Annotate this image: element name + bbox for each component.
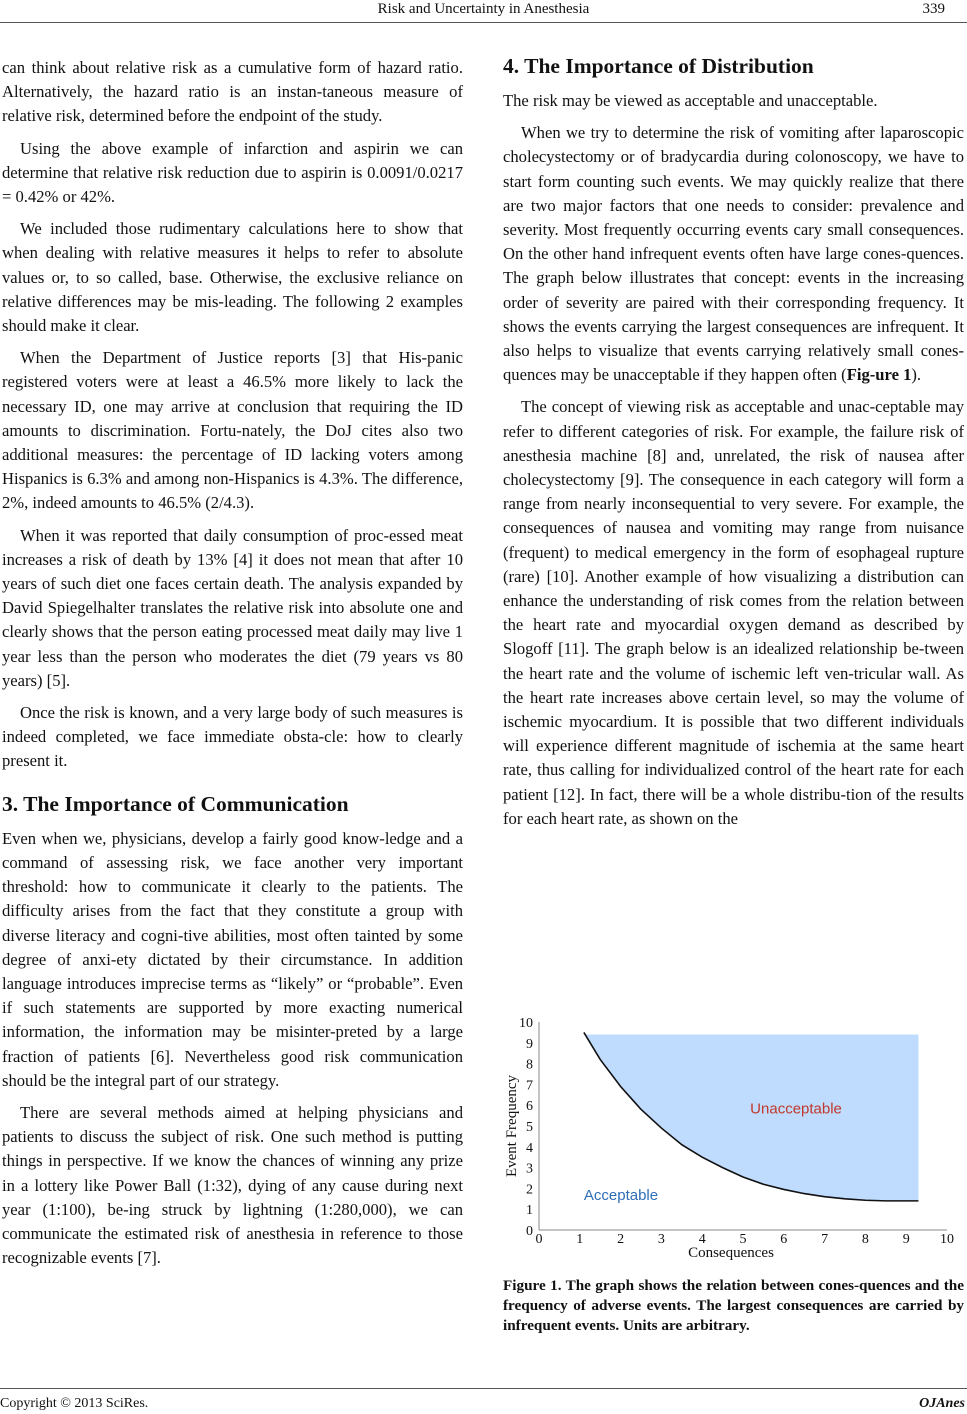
y-tick-label: 7 — [526, 1078, 533, 1094]
page-footer — [0, 1388, 967, 1414]
section-heading: 3. The Importance of Communication — [2, 791, 349, 816]
right-column — [503, 56, 964, 839]
y-tick-label: 4 — [526, 1140, 533, 1156]
y-tick-label: 0 — [526, 1224, 533, 1239]
header-rule — [0, 22, 967, 23]
acceptable-label: Acceptable — [583, 1186, 659, 1204]
paragraph: When the Department of Justice reports [3] that His-panic registered voters were at least a 46.5% more likely to lack the necessary ID, one may arrive at conclusion that requiring the ID amounts to discrimination. Fortu-nately, the DoJ cites also two additional measures: the percentage of ID lacking voters among Hispanics is 6.3% and among non-Hispanics is 4.3%. The difference, 2%, indeed amounts to 46.5% (2/4.3). — [2, 348, 463, 513]
x-tick-label: 10 — [940, 1232, 954, 1247]
y-tick-label: 2 — [526, 1182, 533, 1198]
paragraph: Once the risk is known, and a very large body of such measures is indeed completed, we face immediate obsta-cle: how to clearly present it. — [2, 703, 463, 771]
paragraph-text: When we try to determine the risk of vomiting after laparoscopic cholecystectomy or of bradycardia during colonoscopy, we have to start form counting such events. We may quickly realize that there are two major factors that one needs to consider: prevalence and severity. Most frequently occurring events cary small consequences. On the other hand infrequent events often have large cones-quences. The graph below illustrates that concept: events in the increasing order of severity are paired with their corresponding frequency. It shows the events carrying the largest consequences are infrequent. It also helps to visualize that events carrying relatively small cones-quences may be unacceptable if they happen often ( — [503, 123, 964, 385]
section-heading: 4. The Importance of Distribution — [503, 54, 814, 78]
copyright: Copyright © 2013 SciRes. — [0, 1396, 149, 1411]
journal-name: OJAnes — [919, 1396, 965, 1411]
y-axis-label: Event Frequency — [504, 1074, 520, 1178]
x-tick-label: 3 — [657, 1232, 665, 1247]
figure-1 — [503, 1018, 965, 1264]
x-tick-label: 2 — [617, 1232, 625, 1247]
y-tick-label: 6 — [526, 1099, 533, 1115]
paragraph: When it was reported that daily consumption of proc-essed meat increases a risk of death by 13% [4] it does not mean that after 10 years of such diet one faces certain death. The analysis expanded by David Spiegelhalter translates the relative risk into absolute one and clearly shows that the person eating processed meat daily may live 1 year less than the person who moderates the diet (79 years vs 80 years) [5]. — [2, 525, 463, 690]
x-tick-label: 6 — [780, 1232, 788, 1247]
paragraph: Using the above example of infarction and aspirin we can determine that relative risk reduction due to aspirin is 0.0091/0.0217 = 0.42% or 42%. — [2, 138, 463, 207]
y-tick-label: 3 — [526, 1161, 533, 1177]
y-tick-label: 8 — [526, 1057, 533, 1073]
paragraph: The risk may be viewed as acceptable and unacceptable. — [503, 91, 878, 110]
footer-rule — [0, 1388, 967, 1389]
x-tick-label: 9 — [902, 1232, 910, 1247]
x-axis-label: Consequences — [688, 1245, 774, 1261]
paragraph: can think about relative risk as a cumulative form of hazard ratio. Alternatively, the hazard ratio is an instan-taneous measure of relative risk, determined before the endpoint of the study. — [2, 58, 463, 126]
figure-reference[interactable]: Fig-ure 1 — [846, 365, 912, 385]
running-title: Risk and Uncertainty in Anesthesia — [377, 1, 590, 17]
page-header — [0, 0, 967, 24]
figure-caption: Figure 1. The graph shows the relation between cones-quences and the frequency of adverse events. The largest consequences are carried by infrequent events. Units are arbitrary. — [503, 1277, 964, 1334]
left-column — [2, 56, 463, 1278]
x-tick-label: 4 — [698, 1232, 706, 1247]
paragraph: The concept of viewing risk as acceptable and unac-ceptable may refer to different categories of risk. For example, the failure risk of anesthesia machine [8] and, unrelated, the risk of nausea after cholecystectomy [9]. The consequence in each category will form a range from nearly inconsequential to very severe. For example, the consequences of nausea and vomiting may range from nuisance (frequent) to medical emergency in the form of esophageal rupture (rare) [10]. Another example of how visualizing a distribution can enhance the understanding of risk comes from the relation between the heart rate and myocardial oxygen demand as described by Slogoff [11]. The graph below is an idealized relationship be-tween the heart rate and the volume of ischemic left ven-tricular wall. As the heart rate increases above certain level, so may the volume of ischemic myocardium. It is possible that two different individuals will experience different magnitude of ischemia at the same heart rate, thus calling for individualized control of the heart rate for each patient [12]. In fact, there will be a whole distribu-tion of the results for each heart rate, as shown on the — [503, 397, 964, 828]
unacceptable-label: Unacceptable — [750, 1100, 842, 1118]
paragraph: Even when we, physicians, develop a fairly good know-ledge and a command of assessing risk, we face another very important threshold: how to communicate it clearly to the patients. The difficulty arises from the fact that they constitute a group with diverse literacy and cogni-tive abilities, most often tainted by some degree of anxi-ety dictated by their circumstance. In addition language introduces imprecise terms as “likely” or “probable”. Even if such statements are supported by more exacting numerical information, the information may be misinter-preted by a large fraction of patients [6]. Nevertheless good risk communication should be the integral part of our strategy. — [2, 828, 463, 1090]
x-tick-label: 5 — [739, 1232, 747, 1247]
consequence-frequency-chart — [503, 1018, 965, 1264]
y-tick-label: 1 — [526, 1203, 533, 1219]
y-tick-label: 9 — [526, 1036, 533, 1052]
x-tick-label: 8 — [861, 1232, 869, 1247]
y-tick-label: 5 — [526, 1120, 533, 1135]
y-tick-label: 10 — [519, 1018, 533, 1031]
x-tick-label: 1 — [576, 1232, 584, 1247]
paragraph — [503, 121, 964, 387]
x-tick-label: 0 — [535, 1232, 543, 1247]
paragraph: There are several methods aimed at helping physicians and patients to discuss the subject of risk. One such method is putting things in perspective. If we know the chances of winning any prize in a lottery like Power Ball (1:32), dying of any cause during next year (1:100), be-ing struck by lightning (1:280,000), we can communicate the estimated risk of anesthesia in reference to those recognizable events [7]. — [2, 1102, 463, 1268]
page-number: 339 — [922, 1, 945, 17]
paragraph: We included those rudimentary calculations here to show that when dealing with relative measures it helps to refer to absolute values or, to so called, base. Otherwise, the exclusive reliance on relative differences may be mis-leading. The following 2 examples should make it clear. — [2, 219, 463, 336]
paragraph-text: ). — [911, 365, 922, 385]
x-tick-label: 7 — [821, 1232, 829, 1247]
